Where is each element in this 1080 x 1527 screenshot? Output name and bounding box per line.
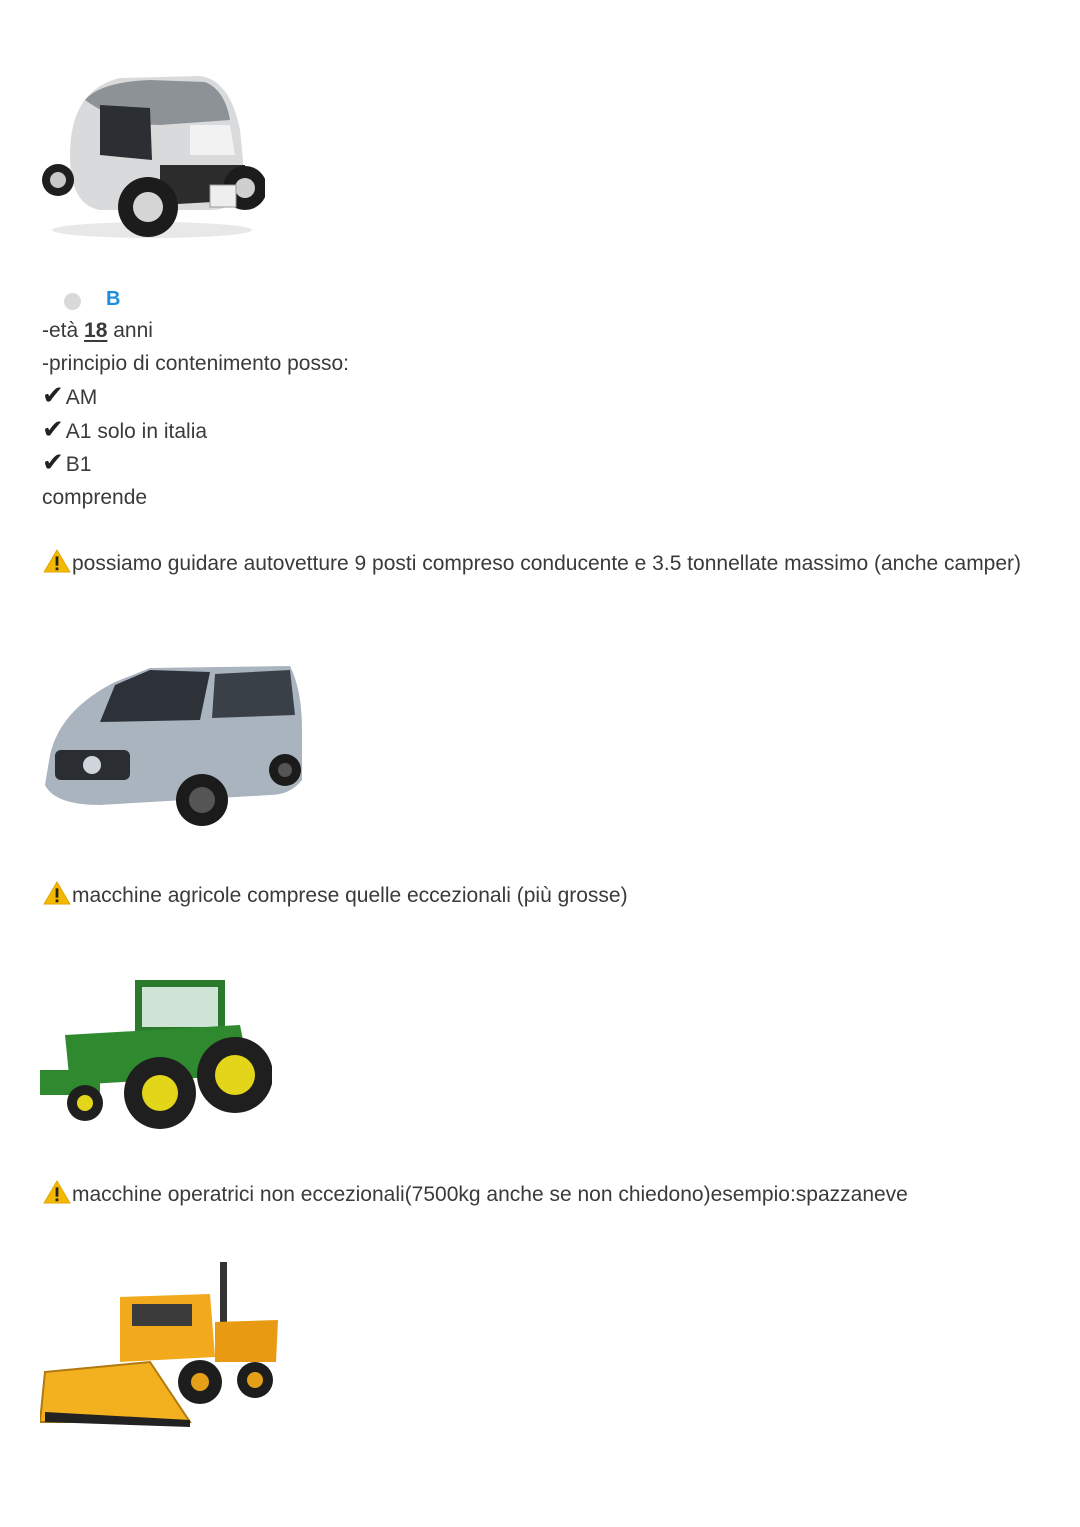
note-operating-machines xyxy=(42,1178,1042,1211)
check-item-label: AM xyxy=(65,386,98,409)
check-item-label: B1 xyxy=(65,453,92,476)
age-suffix: anni xyxy=(107,319,153,342)
warning-icon xyxy=(42,881,72,905)
note-agricultural xyxy=(42,879,1042,912)
note-text: possiamo guidare autovetture 9 posti compreso conducente e 3.5 tonnellate massimo (anche camper) xyxy=(72,552,1022,575)
van-image xyxy=(40,660,305,835)
check-item-a1 xyxy=(42,416,207,446)
check-item-am xyxy=(42,382,97,412)
microcar-image xyxy=(40,70,265,242)
checkmark-icon: ✔ xyxy=(42,381,64,411)
note-text: macchine agricole comprese quelle eccezionali (più grosse) xyxy=(72,884,628,907)
license-heading-b: B xyxy=(106,288,121,310)
bullet-dot xyxy=(64,293,81,310)
checkmark-icon: ✔ xyxy=(42,415,64,445)
includes-label: comprende xyxy=(42,486,148,509)
snowplow-image xyxy=(40,1262,280,1432)
tractor-image xyxy=(40,965,272,1135)
warning-icon xyxy=(42,549,72,573)
age-prefix: -età xyxy=(42,319,85,342)
note-text: macchine operatrici non eccezionali(7500kg anche se non chiedono)esempio:spazzaneve xyxy=(72,1183,908,1206)
age-line xyxy=(42,317,153,345)
note-vehicles xyxy=(42,547,1042,580)
check-item-b1 xyxy=(42,449,91,479)
containment-intro: -principio di contenimento posso: xyxy=(42,352,350,375)
warning-icon xyxy=(42,1180,72,1204)
checkmark-icon: ✔ xyxy=(42,448,64,478)
check-item-label: A1 solo in italia xyxy=(65,420,208,443)
age-value: 18 xyxy=(84,319,108,342)
